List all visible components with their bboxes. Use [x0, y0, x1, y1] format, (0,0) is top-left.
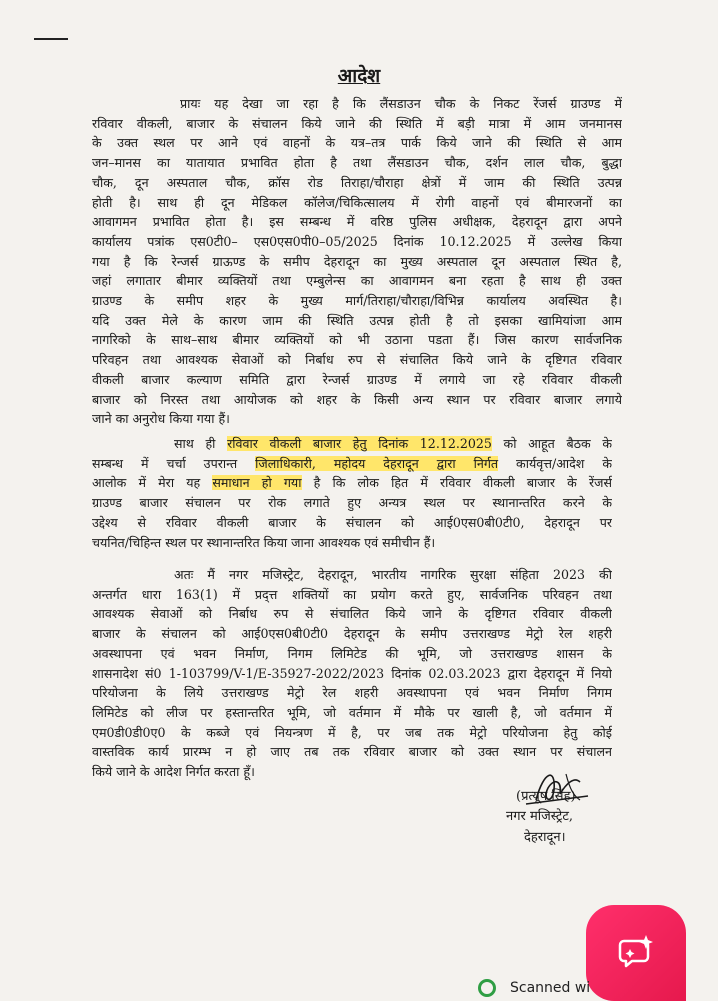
p2-l3-a: आलोक में मेरा यह	[92, 475, 213, 491]
paragraph-1	[92, 94, 622, 429]
p2-line-2	[92, 454, 612, 474]
signatory-name: (प्रत्यूष सिंह)	[516, 789, 576, 804]
paragraph-line: यदि उक्त मेले के कारण जाम की स्थिति उत्पन्न होती है तो इसका खामियांजा आम	[92, 312, 622, 328]
sparkle-chat-icon	[616, 933, 656, 973]
paragraph-line: के उक्त स्थल पर आने एवं वाहनों के यत्र–तत्र पार्क किये जाने की स्थिति से आम	[92, 135, 622, 151]
camscanner-logo-icon	[478, 979, 496, 997]
paragraph-line: जहां लगातार बीमार व्यक्तियों तथा एम्बुलेन्स का आवागमन बना रहता है साथ ही उक्त	[92, 273, 622, 289]
paragraph-line: बाजार के संचालन को आई0एस0बी0टी0 देहरादून के समीप उत्तराखण्ड मेट्रो रेल शहरी	[92, 626, 612, 642]
paragraph-line: आवश्यक सेवाओं को निर्बाध रुप से संचालित किये जाने के दृष्टिगत रविवार वीकली	[92, 606, 612, 622]
paragraph-line: जन–मानस का यातायात प्रभावित होता है तथा लैंसडाउन चौक, दर्शन लाल चौक, बुद्धा	[92, 155, 622, 171]
paragraph-line: गया है कि रेन्जर्स ग्राऊण्ड के समीप देहरादून का मुख्य अस्पताल दून अस्पताल स्थित है,	[92, 253, 622, 269]
document-title: आदेश	[337, 65, 381, 87]
p2-line-4: ग्राउण्ड बाजार संचालन पर रोक लगाते हुए अन्यत्र स्थल पर स्थानान्तरित करने के	[92, 495, 612, 511]
signatory-city: देहरादून।	[524, 830, 566, 845]
highlight-meeting-date: रविवार वीकली बाजार हेतु दिनांक 12.12.2025	[227, 436, 492, 451]
paragraph-line: अवस्थापना एवं भवन निर्माण, निगम लिमिटेड की भूमि, जो उत्तराखण्ड शासन के	[92, 645, 612, 661]
paragraph-line: आवागमन प्रभावित होता है। इस सम्बन्ध में वरिष्ठ पुलिस अधीक्षक, देहरादून द्वारा अपने	[92, 214, 622, 230]
paragraph-line: परिवहन तथा आवश्यक सेवाओं को निर्बाध रुप से संचालित किये जाने के दृष्टिगत रविवार	[92, 352, 622, 368]
paragraph-line: जाने का अनुरोध किया गया हैं।	[92, 411, 230, 427]
paragraph-line: वास्तविक कार्य प्रारम्भ न हो जाए तब तक रविवार बाजार को उक्त स्थान पर संचालन	[92, 744, 612, 760]
paragraph-line: अतः मैं नगर मजिस्ट्रेट, देहरादून, भारतीय नागरिक सुरक्षा संहिता 2023 की	[174, 567, 612, 582]
p2-line-1	[92, 434, 612, 454]
paragraph-2	[92, 434, 612, 552]
paragraph-line: वीकली बाजार कल्याण समिति द्वारा रेन्जर्स ग्राउण्ड में लगाये जा रहे रविवार वीकली	[92, 371, 622, 387]
signatory-designation: नगर मजिस्ट्रेट,	[506, 809, 574, 824]
paragraph-line: शासनादेश सं0 1-103799/V-1/E-35927-2022/2023 दिनांक 02.03.2023 द्वारा देहरादून में नियो	[92, 665, 612, 681]
paragraph-line: परियोजना के लिये उत्तराखण्ड मेट्रो रेल शहरी अवस्थापना एवं भवन निर्माण निगम	[92, 685, 612, 701]
p2-l1-a: साथ ही	[174, 436, 228, 451]
p2-l2-a: सम्बन्ध में चर्चा उपरान्त	[92, 455, 256, 471]
paragraph-3	[92, 565, 612, 782]
p2-line-6: चयनित/चिहिन्त स्थल पर स्थानान्तरित किया जाना आवश्यक एवं समीचीन हैं।	[92, 534, 436, 550]
p2-line-3	[92, 473, 612, 493]
paragraph-line: किये जाने के आदेश निर्गत करता हूँ।	[92, 764, 255, 780]
camscanner-footer	[478, 978, 718, 998]
paragraph-line: कार्यालय पत्रांक एस0टी0– एस0एस0पी0–05/2025 दिनांक 10.12.2025 में उल्लेख किया	[92, 233, 622, 249]
highlight-satisfied: समाधान हो गया	[212, 475, 302, 491]
paragraph-line: नागरिको के साथ–साथ बीमार व्यक्तियों को भी उठाना पडता हैं। जिस कारण सार्वजनिक	[92, 332, 622, 348]
paragraph-line: एम0डी0डी0ए0 के कब्जे एवं नियन्त्रण में है, पर जब तक मेट्रो परियोजना हेतु कोई	[92, 724, 612, 740]
paragraph-line: प्रायः यह देखा जा रहा है कि लैंसडाउन चौक के निकट रेंजर्स ग्राउण्ड में	[180, 96, 622, 111]
p2-l1-b: को आहूत बैठक के	[491, 436, 612, 451]
highlight-dm-order: जिलाधिकारी, महोदय देहरादून द्वारा निर्गत	[255, 455, 499, 471]
paragraph-line: होती है। साथ ही दून मेडिकल कॉलेज/चिकित्सालय में रोगी वाहनों एवं बीमारजनों का	[92, 194, 622, 210]
paragraph-line: रविवार वीकली, बाजार के संचालन किये जाने की स्थिति में बड़ी मात्रा में आम जनमानस	[92, 115, 622, 131]
paragraph-line: बाजार को निरस्त तथा आयोजक को शहर के किसी अन्य स्थान पर रविवार बाजार लगाये	[92, 391, 622, 407]
top-dash-mark	[34, 38, 68, 40]
footer-text: Scanned wi	[510, 980, 591, 996]
p2-line-5: उद्देश्य से रविवार वीकली बाजार के संचालन को आई0एस0बी0टी0, देहरादून पर	[92, 514, 612, 530]
p2-l2-b: कार्यवृत्त/आदेश के	[498, 455, 612, 471]
paragraph-line: अन्तर्गत धारा 163(1) में प्रद्त्त शक्तियों का प्रयोग करते हुए, सार्वजनिक परिवहन तथा	[92, 586, 612, 602]
paragraph-line: ग्राउण्ड के समीप शहर के मुख्य मार्ग/तिराहा/चौराहा/विभिन्न कार्यालय अवस्थित है।	[92, 293, 622, 309]
paragraph-line: चौक, दून अस्पताल चौक, क्रॉस रोड तिराहा/चौराहा क्षेत्रों में जाम की स्थिति उत्पन्न	[92, 174, 622, 190]
paragraph-line: लिमिटेड को लीज पर हस्तान्तरित भूमि, जो वर्तमान में मौके पर खाली है, जो वर्तमान में	[92, 704, 612, 720]
p2-l3-b: है कि लोक हित में रविवार वीकली बाजार के रेंजर्स	[301, 475, 612, 491]
